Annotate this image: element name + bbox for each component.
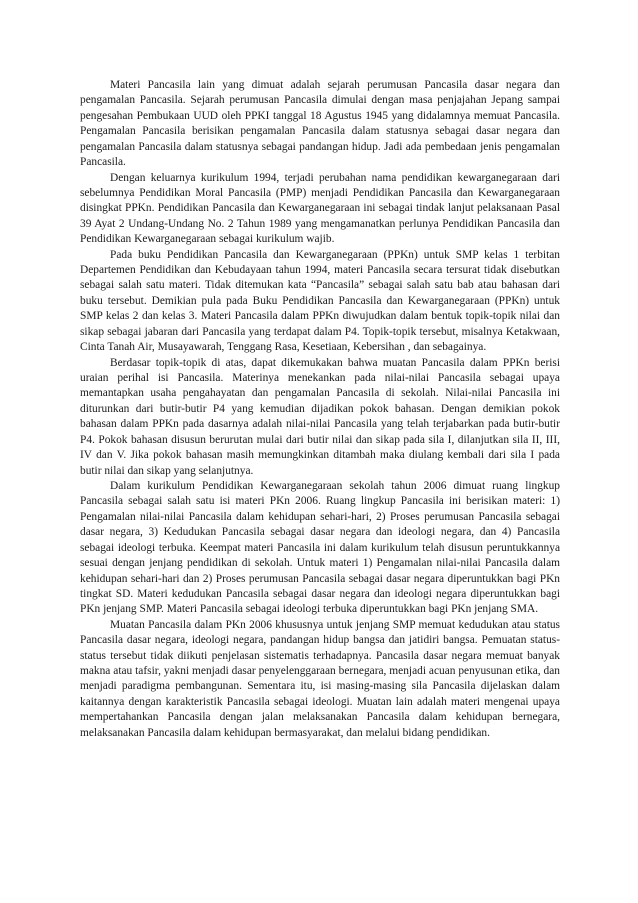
document-page <box>80 78 560 741</box>
paragraph-sejarah-pengamalan: Materi Pancasila lain yang dimuat adalah sejarah perumusan Pancasila dasar negara dan pengamalan Pancasila. Sejarah perumusan Pancasila dimulai dengan masa penjajahan Jepang sampai pengesahan Pembukaan UUD oleh PPKI tanggal 18 Agustus 1945 yang didalamnya memuat Pancasila. Pengamalan Pancasila berisikan pengamalan Pancasila dalam statusnya sebagai dasar negara dan pengamalan Pancasila dalam statusnya sebagai pandangan hidup. Jadi ada pembedaan jenis pengamalan Pancasila. <box>80 79 560 169</box>
paragraph-muatan-smp: Muatan Pancasila dalam PKn 2006 khususnya untuk jenjang SMP memuat kedudukan atau status Pancasila dasar negara, ideologi negara, pandangan hidup bangsa dan jatidiri bangsa. Pemuatan status-status tersebut tidak diikuti penjelasan sistematis terhadapnya. Pancasila dasar negara memuat banyak makna atau tafsir, yakni menjadi dasar penyelenggaraan bernegara, menjadi acuan penyusunan etika, dan menjadi paradigma pembangunan. Sementara itu, isi masing-masing sila Pancasila dijelaskan dalam kaitannya dengan karakteristik Pancasila sebagai ideologi. Muatan lain adalah materi mengenai upaya mempertahankan Pancasila dengan jalan melaksanakan Pancasila dalam kehidupan bernegara, melaksanakan Pancasila dalam kehidupan bermasyarakat, dan melalui bidang pendidikan. <box>80 618 560 739</box>
paragraph-buku-ppkn-smp: Pada buku Pendidikan Pancasila dan Kewarganegaraan (PPKn) untuk SMP kelas 1 terbitan Departemen Pendidikan dan Kebudayaan tahun 1994, materi Pancasila secara tersurat tidak disebutkan sebagai salah satu materi. Tidak ditemukan kata “Pancasila” sebagai salah satu bab atau bahasan dari buku tersebut. Demikian pula pada Buku Pendidikan Pancasila dan Kewarganegaraan (PPKn) untuk SMP kelas 2 dan kelas 3. Materi Pancasila dalam PPKn diwujudkan dalam bentuk topik-topik nilai dan sikap sebagai jabaran dari Pancasila yang terdapat dalam P4. Topik-topik tersebut, misalnya Ketakwaan, Cinta Tanah Air, Musayawarah, Tenggang Rasa, Kesetiaan, Kebersihan , dan sebagainya. <box>80 248 560 354</box>
paragraph-kurikulum-1994: Dengan keluarnya kurikulum 1994, terjadi perubahan nama pendidikan kewarganegaraan dari sebelumnya Pendidikan Moral Pancasila (PMP) menjadi Pendidikan Pancasila dan Kewarganegaraan disingkat PPKn. Pendidikan Pancasila dan Kewarganegaraan ini sebagai tindak lanjut pelaksanaan Pasal 39 Ayat 2 Undang-Undang No. 2 Tahun 1989 yang mengamanatkan perlunya Pendidikan Pancasila dan Pendidikan Kewarganegaraan sebagai kurikulum wajib. <box>80 171 560 246</box>
paragraph-topik-nilai: Berdasar topik-topik di atas, dapat dikemukakan bahwa muatan Pancasila dalam PPKn berisi uraian perihal isi Pancasila. Materinya menekankan pada nilai-nilai Pancasila sebagai upaya memantapkan usaha pengahayatan dan pengamalan Pancasila di sekolah. Nilai-nilai Pancasila ini diturunkan dari butir-butir P4 yang kemudian dijadikan pokok bahasan. Dengan demikian pokok bahasan dalam PPKn pada dasarnya adalah nilai-nilai Pancasila yang telah terjabarkan pada butir-butir P4. Pokok bahasan disusun berurutan mulai dari butir nilai dan sikap pada sila I, dilanjutkan sila II, III, IV dan V. Jika pokok bahasan masih memungkinkan ditambah maka diulang kembali dari sila I pada butir nilai dan sikap yang selanjutnya. <box>80 356 560 477</box>
paragraph-kurikulum-2006: Dalam kurikulum Pendidikan Kewarganegaraan sekolah tahun 2006 dimuat ruang lingkup Pancasila sebagai salah satu isi materi PKn 2006. Ruang lingkup Pancasila ini berisikan materi: 1) Pengamalan nilai-nilai Pancasila dalam kehidupan sehari-hari, 2) Proses perumusan Pancasila sebagai dasar negara, 3) Kedudukan Pancasila sebagai dasar negara dan ideologi negara, dan 4) Pancasila sebagai ideologi terbuka. Keempat materi Pancasila ini dalam kurikulum telah disusun peruntukkannya sesuai dengan jenjang pendidikan di sekolah. Untuk materi 1) Pengamalan nilai-nilai Pancasila dalam kehidupan sehari-hari dan 2) Proses perumusan Pancasila sebagai dasar negara diperuntukkan bagi PKn tingkat SD. Materi kedudukan Pancasila sebagai dasar negara dan ideologi negara diperuntukkan bagi PKn jenjang SMP. Materi Pancasila sebagai ideologi terbuka diperuntukkan bagi PKn jenjang SMA. <box>80 479 560 616</box>
